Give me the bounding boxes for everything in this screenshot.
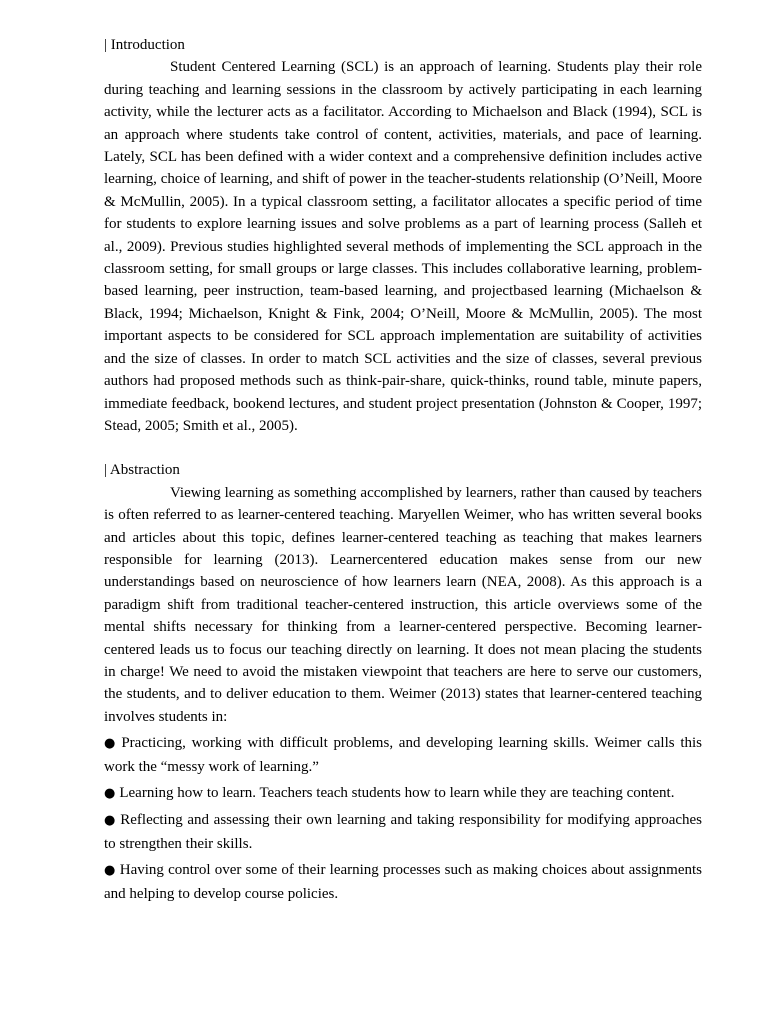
introduction-paragraph: Student Centered Learning (SCL) is an approach of learning. Students play their role during teaching and learning sessions in the classroom by actively participating in each learning activity, while the lecturer acts as a facilitator. According to Michaelson and Black (1994), SCL is an approach where students take control of content, activities, materials, and pace of learning. Lately, SCL has been defined with a wider context and a comprehensive definition includes active learning, choice of learning, and shift of power in the teacher-students relationship (O’Neill, Moore & McMullin, 2005). In a typical classroom setting, a facilitator allocates a specific period of time for students to explore learning issues and solve problems as a part of learning process (Salleh et al., 2009). Previous studies highlighted several methods of implementing the SCL approach in the classroom setting, for small groups or large classes. This includes collaborative learning, problem-based learning, peer instruction, team-based learning, and projectbased learning (Michaelson & Black, 1994; Michaelson, Knight & Fink, 2004; O’Neill, Moore & McMullin, 2005). The most important aspects to be considered for SCL approach implementation are suitability of activities and the size of classes. In order to match SCL activities and the size of classes, several previous authors had proposed methods such as think-pair-share, quick-thinks, round table, minute papers, immediate feedback, bookend lectures, and student project presentation (Johnston & Cooper, 1997; Stead, 2005; Smith et al., 2005). (104, 59, 702, 434)
section-abstraction (104, 459, 702, 905)
learner-centered-bullet-list (104, 732, 702, 905)
bullet-icon: ● (104, 863, 116, 879)
list-item-text: Reflecting and assessing their own learning and taking responsibility for modifying approaches to strengthen their skills. (104, 812, 703, 852)
list-item (104, 859, 702, 905)
bullet-icon: ● (104, 736, 118, 752)
list-item-text: Practicing, working with difficult problems, and developing learning skills. Weimer calls this work the “messy work of learning.” (104, 735, 702, 775)
section-introduction (104, 34, 702, 437)
list-item (104, 782, 702, 805)
list-item (104, 809, 702, 855)
list-item-text: Learning how to learn. Teachers teach students how to learn while they are teaching content. (119, 785, 675, 801)
section-heading-abstraction: | Abstraction (104, 462, 180, 479)
list-item (104, 732, 702, 778)
document-page (104, 34, 702, 905)
bullet-icon: ● (104, 813, 117, 829)
section-heading-introduction: | Introduction (104, 37, 185, 53)
abstraction-paragraph: Viewing learning as something accomplished by learners, rather than caused by teachers is often referred to as learner-centered teaching. Maryellen Weimer, who has written several books and articles about this topic, defines learner-centered teaching as teaching that makes learners responsible for learning (2013). Learnercentered education makes sense from our new understandings based on neuroscience of how learners learn (NEA, 2008). As this approach is a paradigm shift from traditional teacher-centered instruction, this article overviews some of the mental shifts necessary for thinking from a learner-centered perspective. Becoming learner-centered leads us to focus our teaching directly on learning. It does not mean placing the students in charge! We need to avoid the mistaken viewpoint that teachers are here to serve our customers, the students, and to deliver education to them. Weimer (2013) states that learner-centered teaching involves students in: (104, 484, 702, 725)
list-item-text: Having control over some of their learning processes such as making choices about assignments and helping to develop course policies. (104, 862, 703, 902)
bullet-icon: ● (104, 786, 116, 801)
